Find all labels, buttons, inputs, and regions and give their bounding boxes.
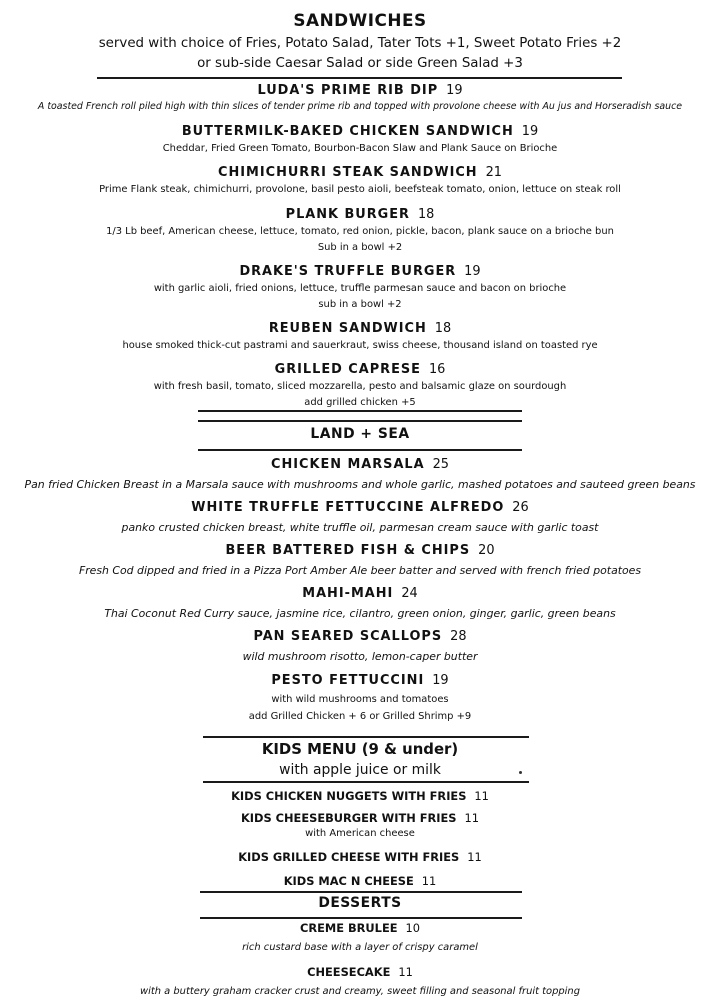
menu-item-name: LUDA'S PRIME RIB DIP 19 [257,83,463,98]
section-title-kids: KIDS MENU (9 & under) [261,740,459,758]
menu-item-description: panko crusted chicken breast, white truffle oil, parmesan cream sauce with garlic toast [121,521,599,534]
menu-item-name: CHEESECAKE 11 [307,965,413,979]
menu-item-price: 16 [428,362,446,377]
divider [198,449,522,451]
menu-item-description: rich custard base with a layer of crispy caramel [242,942,478,953]
menu-item-description: Pan fried Chicken Breast in a Marsala sauce with mushrooms and whole garlic, mashed potatoes and sauteed green beans [24,478,696,491]
menu-item-name: WHITE TRUFFLE FETTUCCINE ALFREDO 26 [191,500,529,515]
menu-item-description: Fresh Cod dipped and fried in a Pizza Port Amber Ale beer batter and served with french fried potatoes [78,564,642,577]
menu-item-description: with wild mushrooms and tomatoes [271,694,449,705]
menu-item-description: Prime Flank steak, chimichurri, provolone, basil pesto aioli, beefsteak tomato, onion, lettuce on steak roll [99,184,621,195]
menu-item-price: 21 [485,165,502,180]
menu-item-description: Cheddar, Fried Green Tomato, Bourbon-Bacon Slaw and Plank Sauce on Brioche [162,143,558,154]
speck [519,771,522,774]
menu-item-price: 19 [446,83,463,98]
menu-item-name: KIDS CHICKEN NUGGETS WITH FRIES 11 [231,789,489,803]
menu-item-description: with fresh basil, tomato, sliced mozzarella, pesto and balsamic glaze on sourdough [153,381,567,392]
menu-item-addon: Sub in a bowl +2 [317,242,403,253]
menu-item-description: with a buttery graham cracker crust and creamy, sweet filling and seasonal fruit topping [140,986,580,997]
divider [203,781,529,783]
menu-item-name: KIDS CHEESEBURGER WITH FRIES 11 [240,811,480,825]
menu-item-price: 19 [521,124,539,139]
menu-item-name: BEER BATTERED FISH & CHIPS 20 [225,543,495,558]
menu-item-description: with American cheese [305,828,415,839]
menu-item-name: KIDS MAC N CHEESE 11 [283,874,437,888]
divider [200,917,522,919]
menu-item-price: 25 [432,457,449,472]
menu-item-name: REUBEN SANDWICH 18 [268,321,452,336]
section-title-land-sea: LAND + SEA [310,426,410,442]
menu-item-addon: add Grilled Chicken + 6 or Grilled Shrimp +9 [248,711,472,722]
menu-item-price: 11 [398,965,413,979]
menu-item-name: CREME BRULEE 10 [299,921,420,935]
menu-item-price: 11 [474,789,489,803]
divider [200,891,522,893]
sandwiches-sides-line-1: served with choice of Fries, Potato Salad, Tater Tots +1, Sweet Potato Fries +2 [98,36,622,51]
menu-item-name: MAHI-MAHI 24 [302,586,418,601]
menu-item-name: PLANK BURGER 18 [285,207,435,222]
menu-item-price: 11 [464,811,480,825]
divider [97,77,622,79]
menu-item-description: 1/3 Lb beef, American cheese, lettuce, tomato, red onion, pickle, bacon, plank sauce on a brioche bun [106,226,614,237]
menu-item-name: BUTTERMILK-BAKED CHICKEN SANDWICH 19 [181,124,539,139]
menu-item-addon: add grilled chicken +5 [304,397,416,408]
menu-item-description: house smoked thick-cut pastrami and sauerkraut, swiss cheese, thousand island on toasted rye [122,340,598,351]
menu-item-name: DRAKE'S TRUFFLE BURGER 19 [239,264,481,279]
menu-item-price: 20 [478,543,495,558]
menu-item-price: 18 [417,207,435,222]
menu-item-name: GRILLED CAPRESE 16 [274,362,446,377]
menu-item-price: 10 [405,921,420,935]
menu-item-description: with garlic aioli, fried onions, lettuce, truffle parmesan sauce and bacon on brioche [153,283,567,294]
menu-item-price: 11 [467,850,482,864]
divider [198,410,522,412]
menu-item-price: 24 [401,586,418,601]
menu-item-name: KIDS GRILLED CHEESE WITH FRIES 11 [238,850,482,864]
section-title-desserts: DESSERTS [318,895,402,911]
menu-item-price: 19 [432,673,449,688]
menu-item-name: CHIMICHURRI STEAK SANDWICH 21 [218,165,502,180]
sandwiches-sides-line-2: or sub-side Caesar Salad or side Green Salad +3 [197,56,523,71]
menu-item-name: PESTO FETTUCCINI 19 [271,673,449,688]
divider [198,420,522,422]
menu-item-description: A toasted French roll piled high with thin slices of tender prime rib and topped with provolone cheese with Au jus and Horseradish sauce [37,101,683,112]
menu-item-addon: sub in a bowl +2 [318,299,402,310]
menu-item-price: 26 [512,500,529,515]
menu-item-price: 18 [434,321,452,336]
menu-item-name: PAN SEARED SCALLOPS 28 [253,629,467,644]
menu-item-price: 11 [421,874,437,888]
menu-item-price: 19 [464,264,481,279]
divider [203,736,529,738]
menu-item-price: 28 [450,629,467,644]
kids-drink-note: with apple juice or milk [279,762,441,778]
menu-item-description: wild mushroom risotto, lemon-caper butter [242,650,478,663]
menu-item-description: Thai Coconut Red Curry sauce, jasmine rice, cilantro, green onion, ginger, garlic, green beans [104,607,616,620]
menu-item-name: CHICKEN MARSALA 25 [271,457,449,472]
section-title-sandwiches: SANDWICHES [293,10,427,30]
